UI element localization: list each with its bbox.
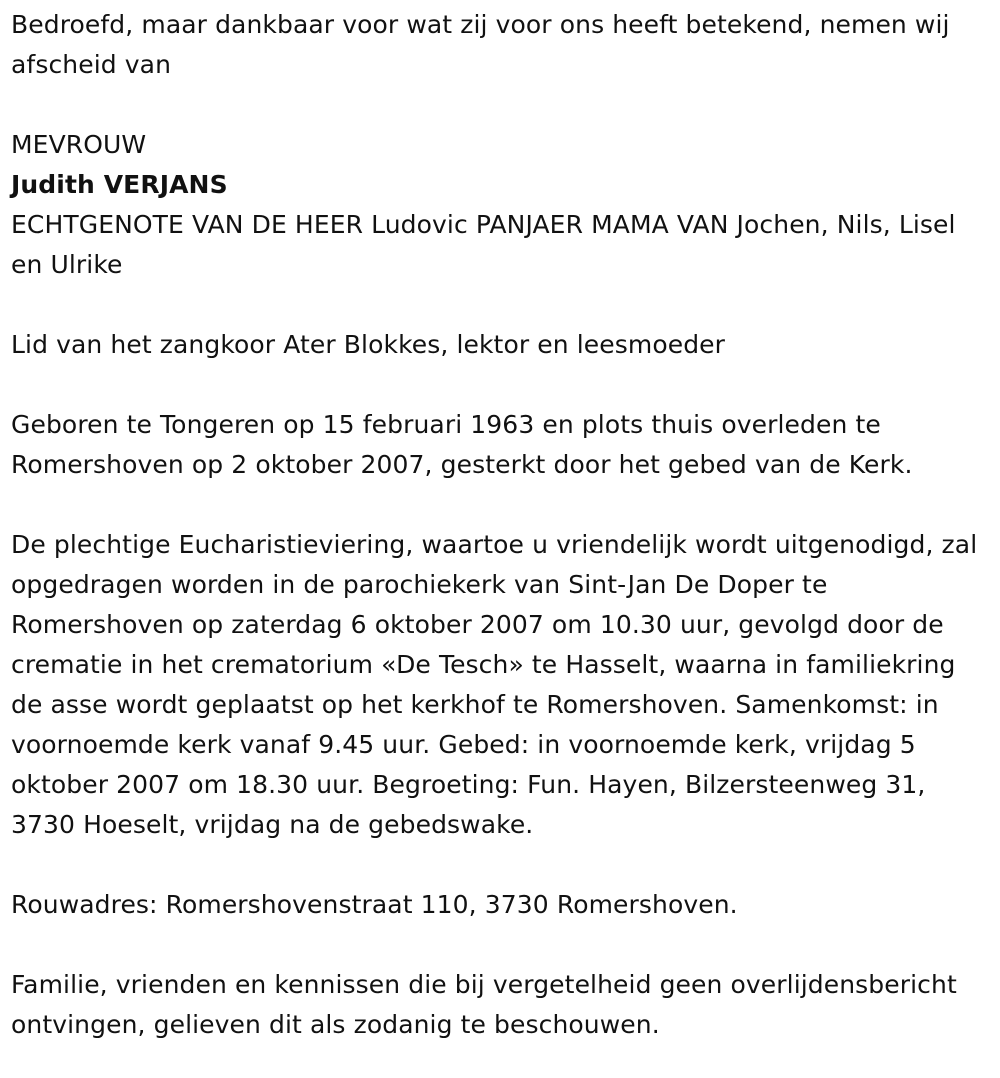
- membership-text: Lid van het zangkoor Ater Blokkes, lektor en leesmoeder: [11, 330, 726, 359]
- spouse-children-text: ECHTGENOTE VAN DE HEER Ludovic PANJAER MAMA VAN Jochen, Nils, Lisel en Ulrike: [11, 210, 956, 279]
- spacer: [11, 285, 1000, 325]
- spacer: [11, 485, 1000, 525]
- deceased-name: Judith VERJANS: [11, 170, 228, 199]
- spacer: [11, 925, 1000, 965]
- spacer: [11, 365, 1000, 405]
- birth-death-text: Geboren te Tongeren op 15 februari 1963 en plots thuis overleden te Romershoven op 2 oktober 2007, gesterkt door het gebed van de Kerk.: [11, 410, 913, 479]
- closing-text: Familie, vrienden en kennissen die bij vergetelheid geen overlijdensbericht ontvingen, gelieven dit als zodanig te beschouwen.: [11, 970, 957, 1039]
- spacer: [11, 85, 1000, 125]
- ceremony-text: De plechtige Eucharistieviering, waartoe u vriendelijk wordt uitgenodigd, zal opgedragen worden in de parochiekerk van Sint-Jan De Doper te Romershoven op zaterdag 6 oktober 2007 om 10.30 uur, gevolgd door de crematie in het crematorium «De Tesch» te Hasselt, waarna in familiekring de asse wordt geplaatst op het kerkhof te Romershoven. Samenkomst: in voornoemde kerk vanaf 9.45 uur. Gebed: in voornoemde kerk, vrijdag 5 oktober 2007 om 18.30 uur. Begroeting: Fun. Hayen, Bilzersteenweg 31, 3730 Hoeselt, vrijdag na de gebedswake.: [11, 530, 978, 839]
- intro-text: Bedroefd, maar dankbaar voor wat zij voor ons heeft betekend, nemen wij afscheid van: [11, 10, 950, 79]
- address-text: Rouwadres: Romershovenstraat 110, 3730 Romershoven.: [11, 890, 738, 919]
- honorific-title: MEVROUW: [11, 130, 147, 159]
- spacer: [11, 845, 1000, 885]
